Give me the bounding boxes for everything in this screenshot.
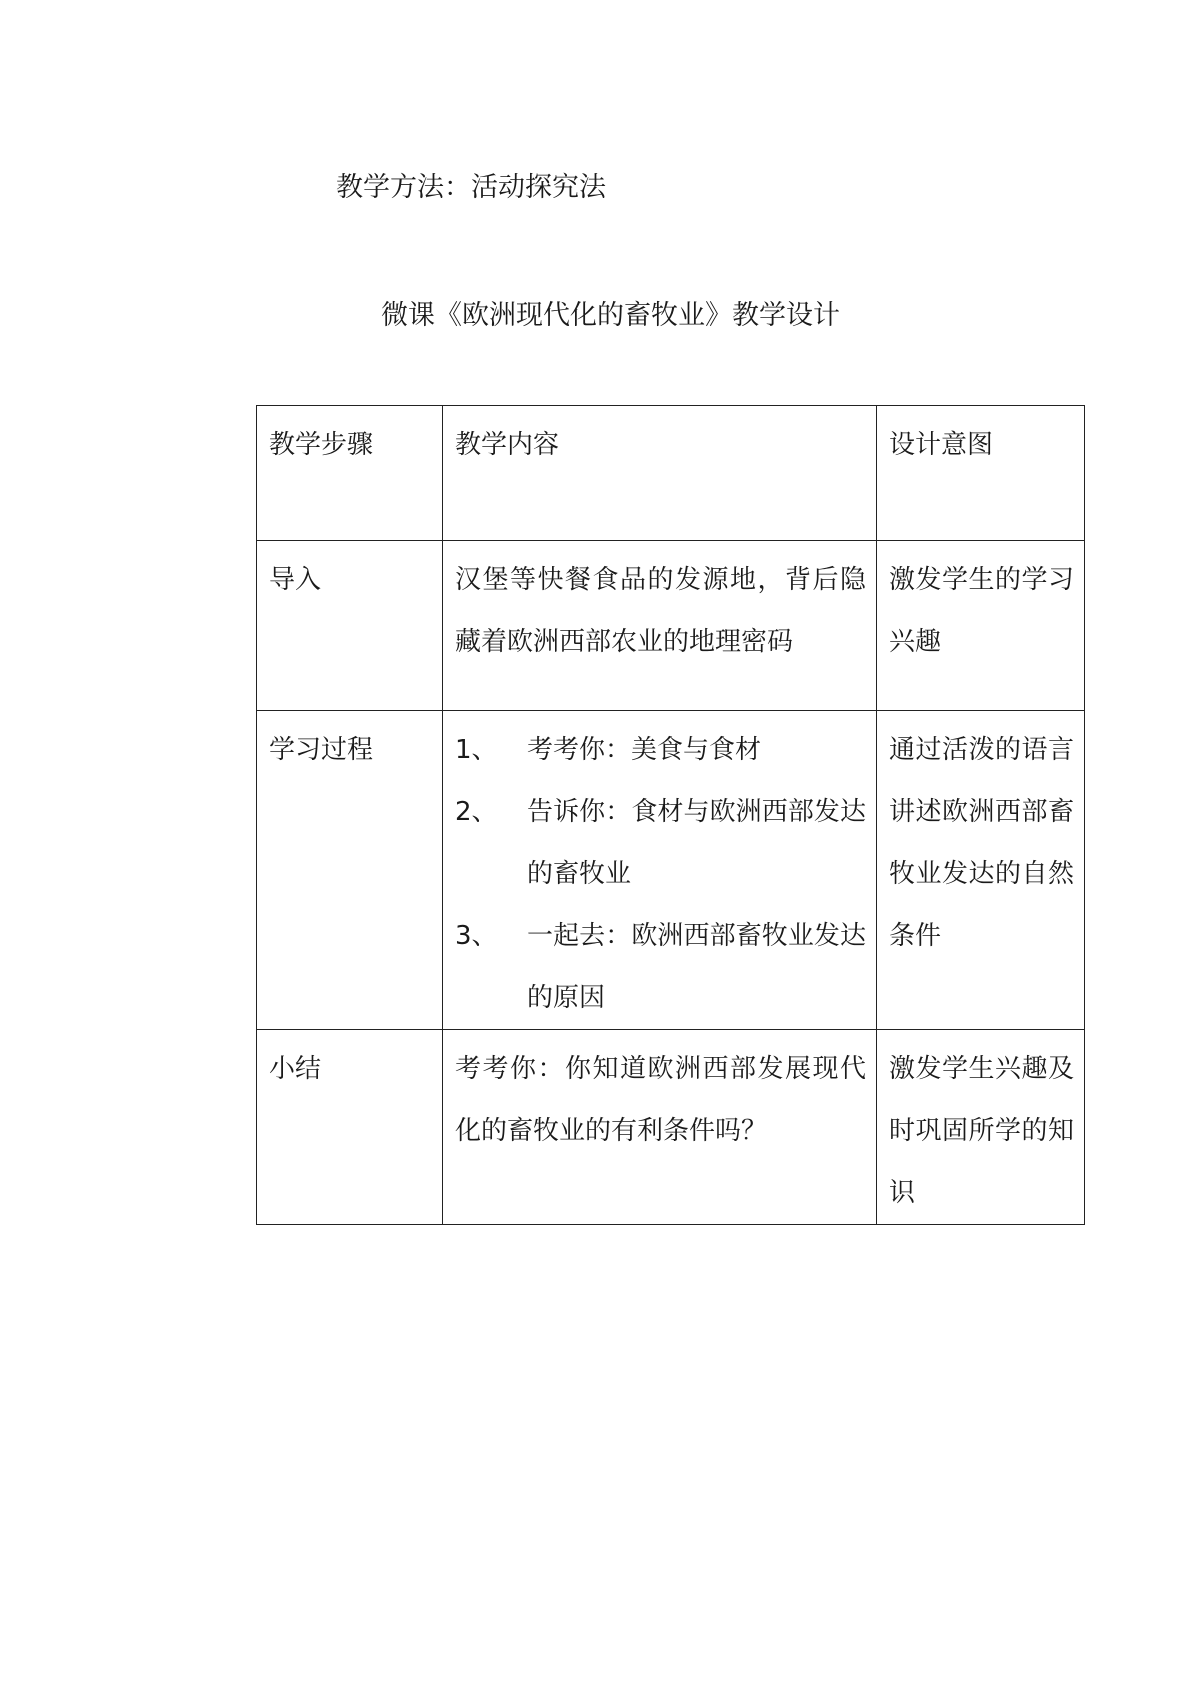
list-item-number: 2、 bbox=[455, 797, 498, 827]
step-cell: 小结 bbox=[257, 1030, 443, 1225]
header-intent: 设计意图 bbox=[877, 406, 1085, 541]
header-content: 教学内容 bbox=[443, 406, 877, 541]
header-step: 教学步骤 bbox=[257, 406, 443, 541]
table-row-summary bbox=[257, 1030, 1085, 1225]
step-cell: 导入 bbox=[257, 541, 443, 711]
list-item-text: 一起去：欧洲西部畜牧业发达的原因 bbox=[527, 921, 866, 1013]
table-row-process bbox=[257, 711, 1085, 1030]
list-item-text: 考考你：美食与食材 bbox=[527, 735, 762, 765]
content-cell: 考考你：你知道欧洲西部发展现代化的畜牧业的有利条件吗？ bbox=[443, 1030, 877, 1225]
intent-cell: 通过活泼的语言讲述欧洲西部畜牧业发达的自然条件 bbox=[877, 711, 1085, 1030]
list-item bbox=[455, 719, 866, 781]
table-header-row bbox=[257, 406, 1085, 541]
list-item bbox=[455, 781, 866, 905]
teaching-method-line: 教学方法：活动探究法 bbox=[336, 172, 606, 203]
content-cell: 汉堡等快餐食品的发源地，背后隐藏着欧洲西部农业的地理密码 bbox=[443, 541, 877, 711]
list-item-number: 3、 bbox=[455, 921, 498, 951]
list-item bbox=[455, 905, 866, 1029]
intent-cell: 激发学生的学习兴趣 bbox=[877, 541, 1085, 711]
table-row-intro bbox=[257, 541, 1085, 711]
lesson-plan-table bbox=[256, 405, 1085, 1225]
list-item-number: 1、 bbox=[455, 735, 498, 765]
list-item-text: 告诉你：食材与欧洲西部发达的畜牧业 bbox=[527, 797, 866, 889]
intent-cell: 激发学生兴趣及时巩固所学的知识 bbox=[877, 1030, 1085, 1225]
content-cell bbox=[443, 711, 877, 1030]
step-cell: 学习过程 bbox=[257, 711, 443, 1030]
document-title: 微课《欧洲现代化的畜牧业》教学设计 bbox=[381, 300, 840, 331]
